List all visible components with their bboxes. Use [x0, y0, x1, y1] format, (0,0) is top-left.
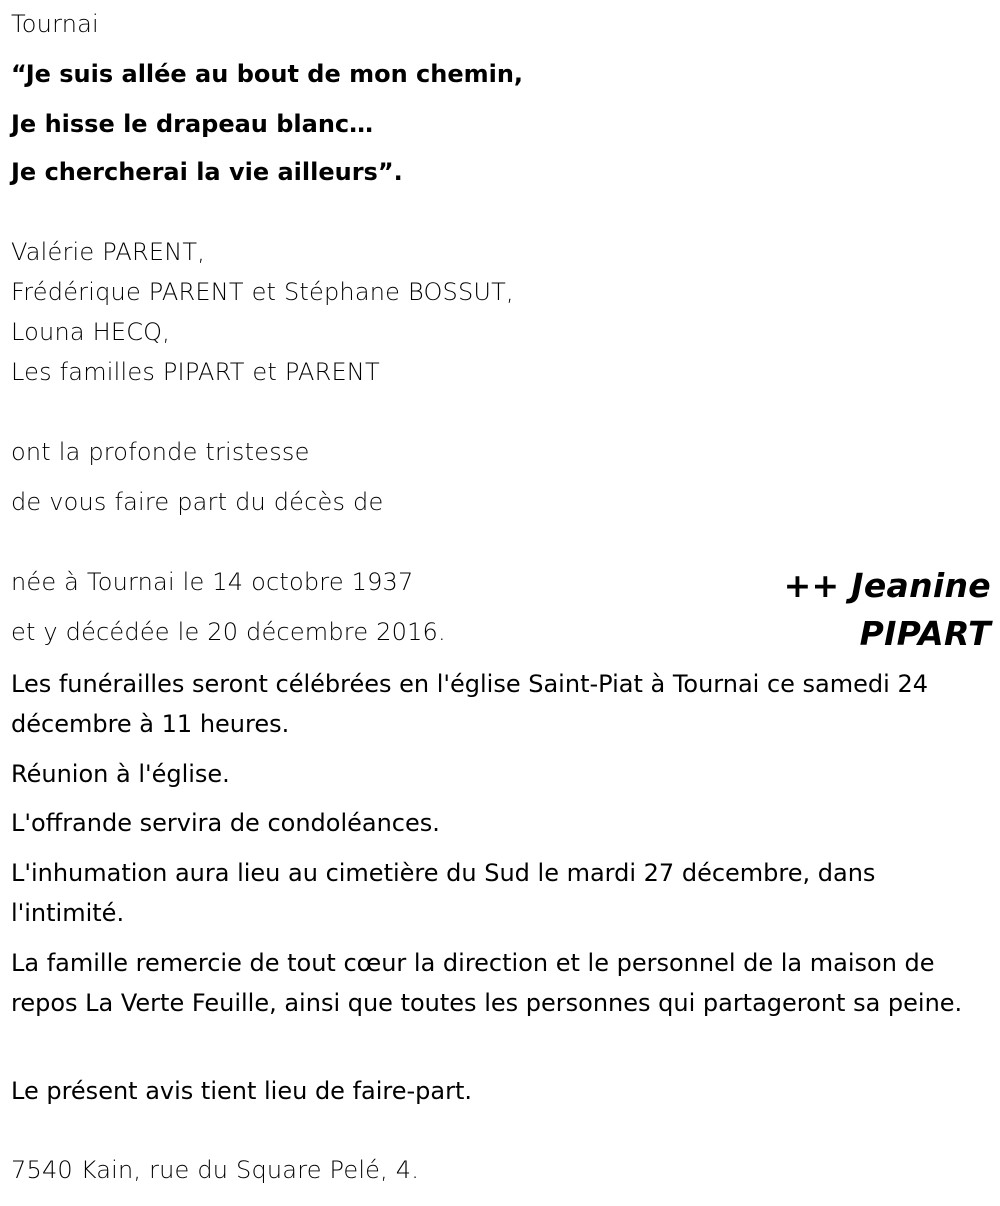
- thanks-paragraph: La famille remercie de tout cœur la direction et le personnel de la maison de repos La Verte Feuille, ainsi que toutes les personnes qui partageront sa peine.: [11, 949, 963, 1017]
- quote-line-3: Je chercherai la vie ailleurs”.: [11, 158, 403, 186]
- notice-statement: Le présent avis tient lieu de faire-part.: [11, 1077, 473, 1105]
- deceased-name: [784, 562, 991, 658]
- offering-info: L'offrande servira de condoléances.: [11, 809, 440, 837]
- deceased-last-name: PIPART: [859, 614, 991, 653]
- announcement-line-2: de vous faire part du décès de: [11, 488, 384, 516]
- gathering-info: Réunion à l'église.: [11, 760, 230, 788]
- family-member: Louna HECQ,: [11, 318, 171, 346]
- address: 7540 Kain, rue du Square Pelé, 4.: [11, 1156, 420, 1184]
- family-member: Les familles PIPART et PARENT: [11, 358, 380, 386]
- city-heading: Tournai: [11, 10, 99, 38]
- death-info: et y décédée le 20 décembre 2016.: [11, 618, 446, 646]
- family-member: Frédérique PARENT et Stéphane BOSSUT,: [11, 278, 514, 306]
- quote-line-2: Je hisse le drapeau blanc…: [11, 110, 374, 138]
- family-member: Valérie PARENT,: [11, 238, 206, 266]
- funeral-details: Les funérailles seront célébrées en l'église Saint-Piat à Tournai ce samedi 24 décembre à 11 heures.: [11, 670, 928, 738]
- announcement-line-1: ont la profonde tristesse: [11, 438, 310, 466]
- birth-info: née à Tournai le 14 octobre 1937: [11, 568, 414, 596]
- burial-info: L'inhumation aura lieu au cimetière du Sud le mardi 27 décembre, dans l'intimité.: [11, 859, 876, 927]
- deceased-first-name: ++ Jeanine: [783, 566, 991, 605]
- quote-line-1: “Je suis allée au bout de mon chemin,: [11, 60, 524, 88]
